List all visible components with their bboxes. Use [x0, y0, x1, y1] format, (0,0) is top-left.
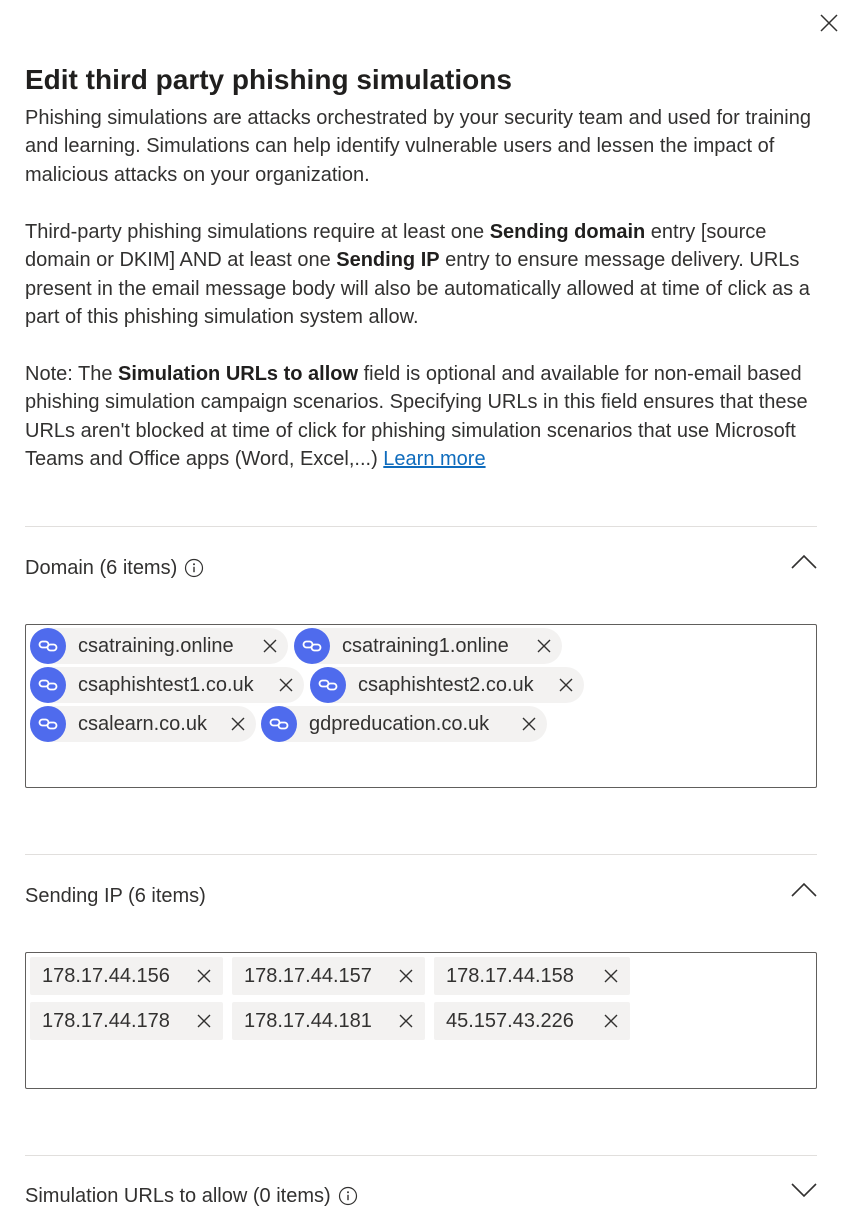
domain-chip-label: csalearn.co.uk	[78, 712, 207, 735]
ip-chip-label: 178.17.44.157	[244, 964, 372, 987]
requirements-part1: Third-party phishing simulations require at least one	[25, 221, 490, 243]
chevron-down-icon[interactable]	[791, 1182, 817, 1198]
remove-chip-button[interactable]	[190, 1002, 218, 1040]
dismiss-icon	[398, 1013, 414, 1029]
ip-chip-label: 178.17.44.156	[42, 964, 170, 987]
domain-chip-label: csaphishtest1.co.uk	[78, 673, 254, 696]
link-icon	[294, 628, 330, 664]
link-icon	[30, 706, 66, 742]
remove-chip-button[interactable]	[530, 628, 558, 664]
domain-section-label: Domain (6 items)	[25, 556, 178, 579]
remove-chip-button[interactable]	[597, 957, 625, 995]
info-icon[interactable]	[184, 558, 204, 578]
ip-section-header[interactable]	[25, 880, 817, 912]
close-button[interactable]	[814, 8, 844, 38]
requirements-bold-domain: Sending domain	[489, 221, 646, 243]
note-bold: Simulation URLs to allow	[118, 363, 359, 385]
dismiss-icon	[603, 1013, 619, 1029]
ip-chip	[30, 957, 223, 995]
ip-chip	[30, 1002, 223, 1040]
domain-chip	[261, 706, 547, 742]
link-icon	[30, 628, 66, 664]
dismiss-icon	[558, 677, 574, 693]
remove-chip-button[interactable]	[392, 957, 420, 995]
dismiss-icon	[398, 968, 414, 984]
panel-title: Edit third party phishing simulations	[25, 64, 512, 95]
dismiss-icon	[536, 638, 552, 654]
ip-input-box[interactable]	[25, 952, 817, 1089]
link-icon	[310, 667, 346, 703]
domain-chip-label: csatraining.online	[78, 634, 234, 657]
domain-chip	[294, 628, 562, 664]
domain-section-header[interactable]	[25, 552, 817, 584]
remove-chip-button[interactable]	[392, 1002, 420, 1040]
info-icon[interactable]	[338, 1186, 358, 1206]
chevron-up-icon[interactable]	[791, 882, 817, 898]
domain-chip	[310, 667, 584, 703]
dismiss-icon	[521, 716, 537, 732]
ip-chip-label: 45.157.43.226	[446, 1009, 574, 1032]
chevron-up-icon[interactable]	[791, 554, 817, 570]
domain-chip-label: csaphishtest2.co.uk	[358, 673, 534, 696]
link-icon	[261, 706, 297, 742]
learn-more-link[interactable]: Learn more	[383, 448, 486, 471]
domain-chip-label: gdpreducation.co.uk	[309, 712, 490, 735]
divider	[25, 526, 817, 527]
dismiss-icon	[278, 677, 294, 693]
link-icon	[30, 667, 66, 703]
remove-chip-button[interactable]	[272, 667, 300, 703]
dismiss-icon	[196, 1013, 212, 1029]
divider	[25, 854, 817, 855]
remove-chip-button[interactable]	[190, 957, 218, 995]
ip-chip	[232, 957, 425, 995]
urls-section-label: Simulation URLs to allow (0 items)	[25, 1184, 331, 1207]
ip-section-label: Sending IP (6 items)	[25, 884, 206, 907]
domain-chip	[30, 628, 288, 664]
domain-chip	[30, 706, 256, 742]
remove-chip-button[interactable]	[224, 706, 252, 742]
close-icon	[819, 13, 839, 33]
domain-chip	[30, 667, 304, 703]
requirements-part2: entry [source domain or DKIM] AND at least one	[25, 221, 767, 272]
ip-chip	[434, 1002, 630, 1040]
requirements-bold-ip: Sending IP	[336, 249, 440, 272]
note-prefix: Note: The	[25, 363, 119, 385]
intro-text: Phishing simulations are attacks orchestrated by your security team and used for training and learning. Simulations can help identify vulnerable users and lessen the impact of malicious attacks on your organization.	[25, 107, 811, 186]
divider	[25, 1155, 817, 1156]
ip-chip-label: 178.17.44.181	[244, 1009, 372, 1032]
remove-chip-button[interactable]	[597, 1002, 625, 1040]
dismiss-icon	[230, 716, 246, 732]
ip-chip	[434, 957, 630, 995]
note-text	[25, 360, 825, 474]
remove-chip-button[interactable]	[552, 667, 580, 703]
ip-chip-label: 178.17.44.158	[446, 964, 574, 987]
remove-chip-button[interactable]	[256, 628, 284, 664]
remove-chip-button[interactable]	[515, 706, 543, 742]
requirements-part3: entry to ensure message delivery. URLs present in the email message body will also be automatically allowed at time of click as a part of this phishing simulation system allow.	[25, 249, 810, 329]
urls-section-header[interactable]	[25, 1180, 817, 1212]
note-body: field is optional and available for non-email based phishing simulation campaign scenarios. Specifying URLs in this field ensures that these URLs aren't blocked at time of click for phishing simulation scenarios that use Microsoft Teams and Office apps (Word, Excel,...)	[25, 363, 808, 471]
dismiss-icon	[196, 968, 212, 984]
domain-input-box[interactable]	[25, 624, 817, 788]
domain-chip-label: csatraining1.online	[342, 634, 509, 657]
ip-chip	[232, 1002, 425, 1040]
dismiss-icon	[603, 968, 619, 984]
requirements-text	[25, 218, 825, 332]
ip-chip-label: 178.17.44.178	[42, 1009, 170, 1032]
dismiss-icon	[262, 638, 278, 654]
